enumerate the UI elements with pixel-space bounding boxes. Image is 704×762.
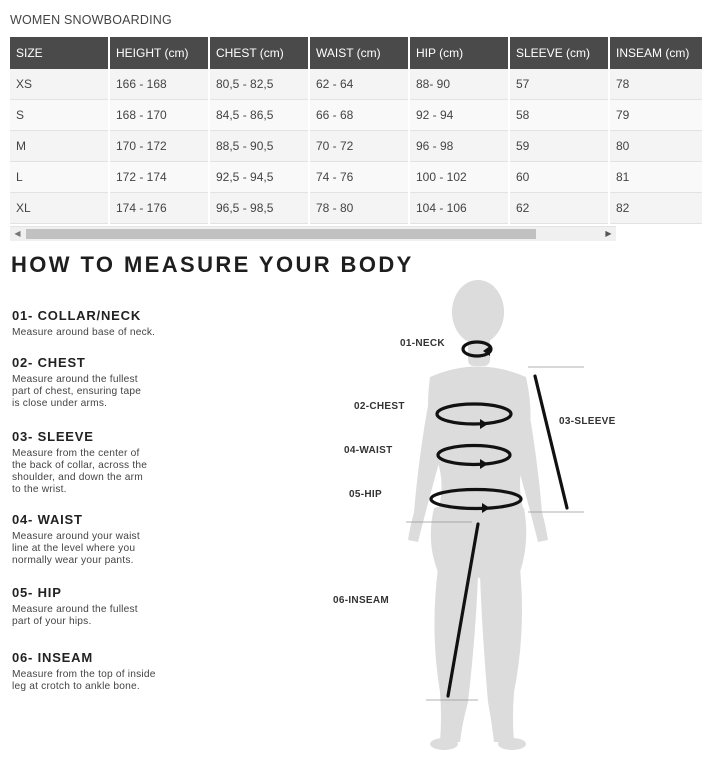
- table-cell: 81: [610, 162, 702, 193]
- step-chest: [12, 355, 212, 410]
- header-inseam: INSEAM (cm): [610, 37, 702, 69]
- step-waist: [12, 512, 212, 567]
- step-desc-line: leg at crotch to ankle bone.: [12, 681, 140, 692]
- table-cell: 78 - 80: [310, 193, 408, 224]
- step-title: 03- SLEEVE: [12, 429, 94, 444]
- body-silhouette-icon: [408, 280, 548, 750]
- table-header-row: [10, 37, 702, 69]
- step-title: 05- HIP: [12, 585, 62, 600]
- step-desc-line: Measure from the top of inside: [12, 669, 156, 680]
- step-description: [12, 327, 212, 339]
- step-desc-line: normally wear your pants.: [12, 555, 134, 566]
- table-cell: XS: [10, 69, 108, 100]
- step-desc-line: part of chest, ensuring tape: [12, 386, 142, 397]
- step-desc-line: to the wrist.: [12, 484, 67, 495]
- header-waist: WAIST (cm): [310, 37, 408, 69]
- table-cell: 88- 90: [410, 69, 508, 100]
- body-figure-svg: [330, 272, 630, 760]
- step-title: 02- CHEST: [12, 355, 86, 370]
- table-cell: 62 - 64: [310, 69, 408, 100]
- table-cell: 74 - 76: [310, 162, 408, 193]
- step-desc-line: Measure around the fullest: [12, 374, 138, 385]
- label-inseam: 06-INSEAM: [333, 595, 390, 606]
- table-cell: 100 - 102: [410, 162, 508, 193]
- table-horizontal-scrollbar[interactable]: [10, 226, 616, 241]
- header-size: SIZE: [10, 37, 108, 69]
- scrollbar-thumb[interactable]: [26, 229, 536, 239]
- table-cell: 104 - 106: [410, 193, 508, 224]
- how-to-measure-title: HOW TO MEASURE YOUR BODY: [11, 252, 414, 277]
- table-cell: XL: [10, 193, 108, 224]
- table-row: [10, 162, 702, 193]
- table-cell: 96 - 98: [410, 131, 508, 162]
- step-inseam: [12, 650, 212, 693]
- step-desc-line: the back of collar, across the: [12, 460, 148, 471]
- step-desc-line: is close under arms.: [12, 398, 108, 409]
- label-sleeve: 03-SLEEVE: [559, 416, 616, 427]
- table-row: [10, 131, 702, 162]
- step-description: [12, 374, 212, 410]
- table-cell: 57: [510, 69, 608, 100]
- table-cell: 174 - 176: [110, 193, 208, 224]
- step-desc-line: shoulder, and down the arm: [12, 472, 143, 483]
- label-waist: 04-WAIST: [344, 445, 393, 456]
- table-cell: 168 - 170: [110, 100, 208, 131]
- header-chest: CHEST (cm): [210, 37, 308, 69]
- table-row: [10, 193, 702, 224]
- table-row: [10, 100, 702, 131]
- page-heading: WOMEN SNOWBOARDING: [10, 13, 172, 27]
- table-cell: 59: [510, 131, 608, 162]
- table-cell: 92,5 - 94,5: [210, 162, 308, 193]
- table-cell: 172 - 174: [110, 162, 208, 193]
- table-row: [10, 69, 702, 100]
- table-cell: 96,5 - 98,5: [210, 193, 308, 224]
- step-title: 04- WAIST: [12, 512, 83, 527]
- label-hip: 05-HIP: [349, 489, 382, 500]
- step-title: 01- COLLAR/NECK: [12, 308, 142, 323]
- header-hip: HIP (cm): [410, 37, 508, 69]
- step-desc-line: Measure around your waist: [12, 531, 140, 542]
- table-cell: 88,5 - 90,5: [210, 131, 308, 162]
- step-description: [12, 448, 212, 496]
- step-description: [12, 531, 212, 567]
- label-chest: 02-CHEST: [354, 401, 405, 412]
- table-cell: M: [10, 131, 108, 162]
- sleeve-line-icon: [535, 376, 567, 508]
- table-cell: 58: [510, 100, 608, 131]
- table-cell: 170 - 172: [110, 131, 208, 162]
- table-cell: 80,5 - 82,5: [210, 69, 308, 100]
- scroll-left-icon[interactable]: ◀: [14, 229, 21, 238]
- header-height: HEIGHT (cm): [110, 37, 208, 69]
- step-description: [12, 669, 212, 693]
- table-cell: 79: [610, 100, 702, 131]
- label-neck: 01-NECK: [400, 338, 445, 349]
- table-cell: 80: [610, 131, 702, 162]
- scroll-right-icon[interactable]: ▶: [605, 229, 612, 238]
- table-cell: 84,5 - 86,5: [210, 100, 308, 131]
- step-description: [12, 604, 212, 628]
- step-title: 06- INSEAM: [12, 650, 93, 665]
- step-hip: [12, 585, 212, 628]
- table-cell: L: [10, 162, 108, 193]
- step-desc-line: part of your hips.: [12, 616, 92, 627]
- step-sleeve: [12, 429, 212, 496]
- table-cell: 66 - 68: [310, 100, 408, 131]
- table-cell: 60: [510, 162, 608, 193]
- step-desc-line: Measure from the center of: [12, 448, 140, 459]
- body-measurement-figure: [330, 272, 630, 760]
- step-desc-line: Measure around the fullest: [12, 604, 138, 615]
- table-cell: 92 - 94: [410, 100, 508, 131]
- table-cell: 78: [610, 69, 702, 100]
- table-cell: 70 - 72: [310, 131, 408, 162]
- size-table: [8, 37, 704, 224]
- table-cell: 166 - 168: [110, 69, 208, 100]
- table-cell: S: [10, 100, 108, 131]
- table-cell: 82: [610, 193, 702, 224]
- size-table-container[interactable]: [10, 37, 690, 241]
- header-sleeve: SLEEVE (cm): [510, 37, 608, 69]
- step-desc-line: line at the level where you: [12, 543, 136, 554]
- step-collar-neck: [12, 308, 212, 339]
- step-desc-line: Measure around base of neck.: [12, 327, 156, 338]
- table-cell: 62: [510, 193, 608, 224]
